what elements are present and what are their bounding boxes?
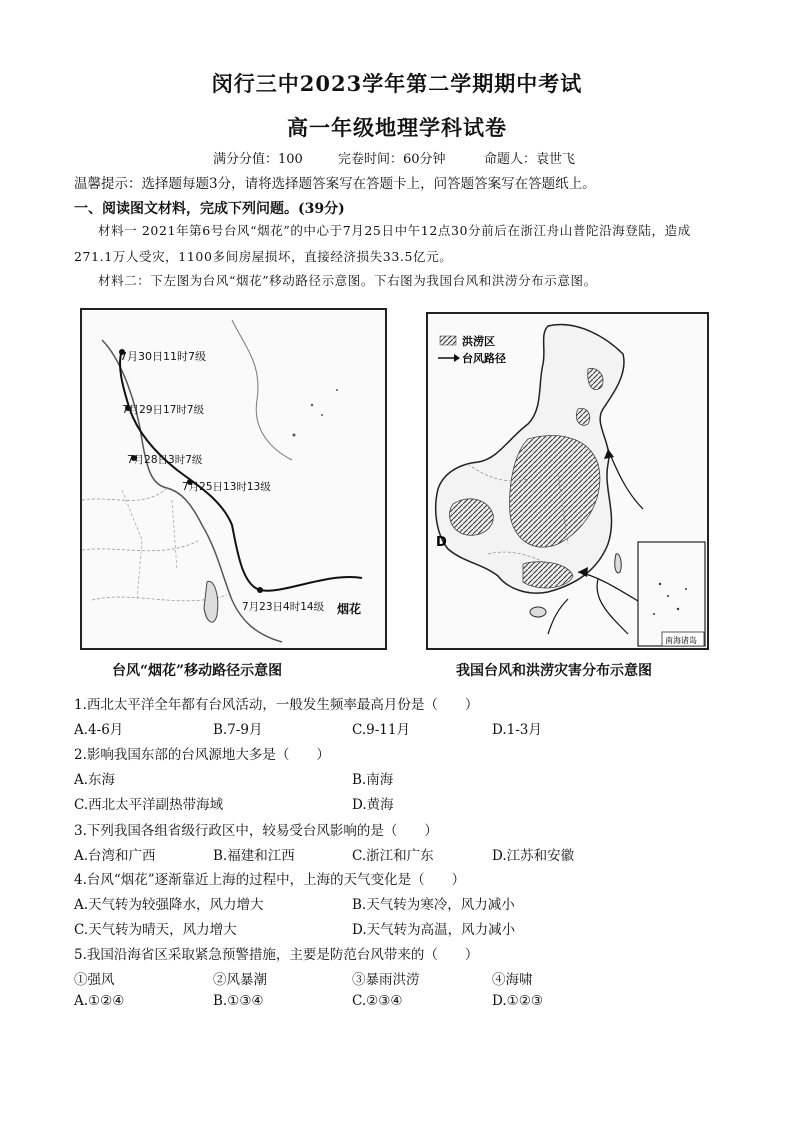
q3-option-b[interactable]: B.福建和江西 xyxy=(213,848,295,864)
path-label-0725: 7月25日13时13级 xyxy=(182,481,271,493)
q5-item-3: ③暴雨洪涝 xyxy=(352,972,420,988)
flood-distribution-map-drawing xyxy=(428,314,707,648)
exam-author: 命题人：袁世飞 xyxy=(484,152,576,167)
question-3-stem: 3.下列我国各组省级行政区中，较易受台风影响的是（ ） xyxy=(74,823,438,839)
material-2-text: 材料二：下左图为台风“烟花”移动路径示意图。下右图为我国台风和洪涝分布示意图。 xyxy=(98,273,597,288)
q5-option-b[interactable]: B.①③④ xyxy=(213,993,264,1009)
q3-option-c[interactable]: C.浙江和广东 xyxy=(352,848,434,864)
typhoon-path-map-drawing xyxy=(82,310,385,648)
q3-option-d[interactable]: D.江苏和安徽 xyxy=(492,848,575,864)
q2-option-b[interactable]: B.南海 xyxy=(352,772,394,788)
typhoon-name-label: 烟花 xyxy=(337,602,362,616)
q2-option-d[interactable]: D.黄海 xyxy=(352,797,394,813)
q2-option-a[interactable]: A.东海 xyxy=(74,772,116,788)
flood-distribution-map xyxy=(426,312,709,650)
q5-option-c[interactable]: C.②③④ xyxy=(352,993,403,1009)
south-china-sea-inset xyxy=(638,542,705,646)
q1-option-d[interactable]: D.1-3月 xyxy=(492,722,542,738)
q4-option-d[interactable]: D.天气转为高温，风力减小 xyxy=(352,922,516,938)
path-label-0729: 7月29日17时7级 xyxy=(122,404,205,416)
q5-item-1: ①强风 xyxy=(74,972,115,988)
region-d-label: D xyxy=(436,535,447,550)
path-label-0730: 7月30日11时7级 xyxy=(120,350,206,363)
q5-item-2: ②风暴潮 xyxy=(213,972,267,988)
path-label-0723: 7月23日4时14级 xyxy=(242,601,325,613)
q1-option-b[interactable]: B.7-9月 xyxy=(213,722,263,738)
q3-option-a[interactable]: A.台湾和广西 xyxy=(74,848,156,864)
full-score: 满分分值：100 xyxy=(213,152,303,167)
question-5-stem: 5.我国沿海省区采取紧急预警措施，主要是防范台风带来的（ ） xyxy=(74,947,479,963)
section-heading: 一、阅读图文材料，完成下列问题。(39分) xyxy=(74,201,345,217)
right-map-caption: 我国台风和洪涝灾害分布示意图 xyxy=(456,663,652,679)
legend-flood-swatch xyxy=(440,336,456,345)
exam-tip: 温馨提示：选择题每题3分，请将选择题答案写在答题卡上，问答题答案写在答题纸上。 xyxy=(74,176,596,192)
q4-option-a[interactable]: A.天气转为较强降水，风力增大 xyxy=(74,897,264,913)
question-1-stem: 1.西北太平洋全年都有台风活动，一般发生频率最高月份是（ ） xyxy=(74,697,479,713)
typhoon-path-map xyxy=(80,308,387,650)
exam-duration: 完卷时间：60分钟 xyxy=(338,152,446,167)
q1-option-a[interactable]: A.4-6月 xyxy=(74,722,124,738)
legend-flood-label: 洪涝区 xyxy=(462,335,495,348)
legend-path-arrow-icon xyxy=(454,354,460,362)
q5-option-a[interactable]: A.①②④ xyxy=(74,993,125,1009)
question-2-stem: 2.影响我国东部的台风源地大多是（ ） xyxy=(74,747,330,763)
q4-option-b[interactable]: B.天气转为寒冷，风力减小 xyxy=(352,897,515,913)
material-1-text: 材料一 2021年第6号台风“烟花”的中心于7月25日中午12点30分前后在浙江舟山普陀沿海登陆，造成271.1万人受灾，1100多间房屋损坏，直接经济损失33.5亿元。 xyxy=(74,223,691,264)
q2-option-c[interactable]: C.西北太平洋副热带海域 xyxy=(74,797,224,813)
path-label-0728: 7月28日3时7级 xyxy=(127,454,203,466)
material-1 xyxy=(74,218,724,270)
legend-path-label: 台风路径 xyxy=(462,352,506,365)
q4-option-c[interactable]: C.天气转为晴天，风力增大 xyxy=(74,922,237,938)
inset-label: 南海诸岛 xyxy=(665,636,697,645)
exam-subtitle: 高一年级地理学科试卷 xyxy=(287,115,507,140)
left-map-caption: 台风“烟花”移动路径示意图 xyxy=(112,663,283,679)
q1-option-c[interactable]: C.9-11月 xyxy=(352,722,410,738)
q5-item-4: ④海啸 xyxy=(492,972,533,988)
material-2 xyxy=(74,268,724,294)
exam-title: 闵行三中2023学年第二学期期中考试 xyxy=(211,71,583,96)
question-4-stem: 4.台风“烟花”逐渐靠近上海的过程中，上海的天气变化是（ ） xyxy=(74,872,466,888)
q5-option-d[interactable]: D.①②③ xyxy=(492,993,543,1009)
